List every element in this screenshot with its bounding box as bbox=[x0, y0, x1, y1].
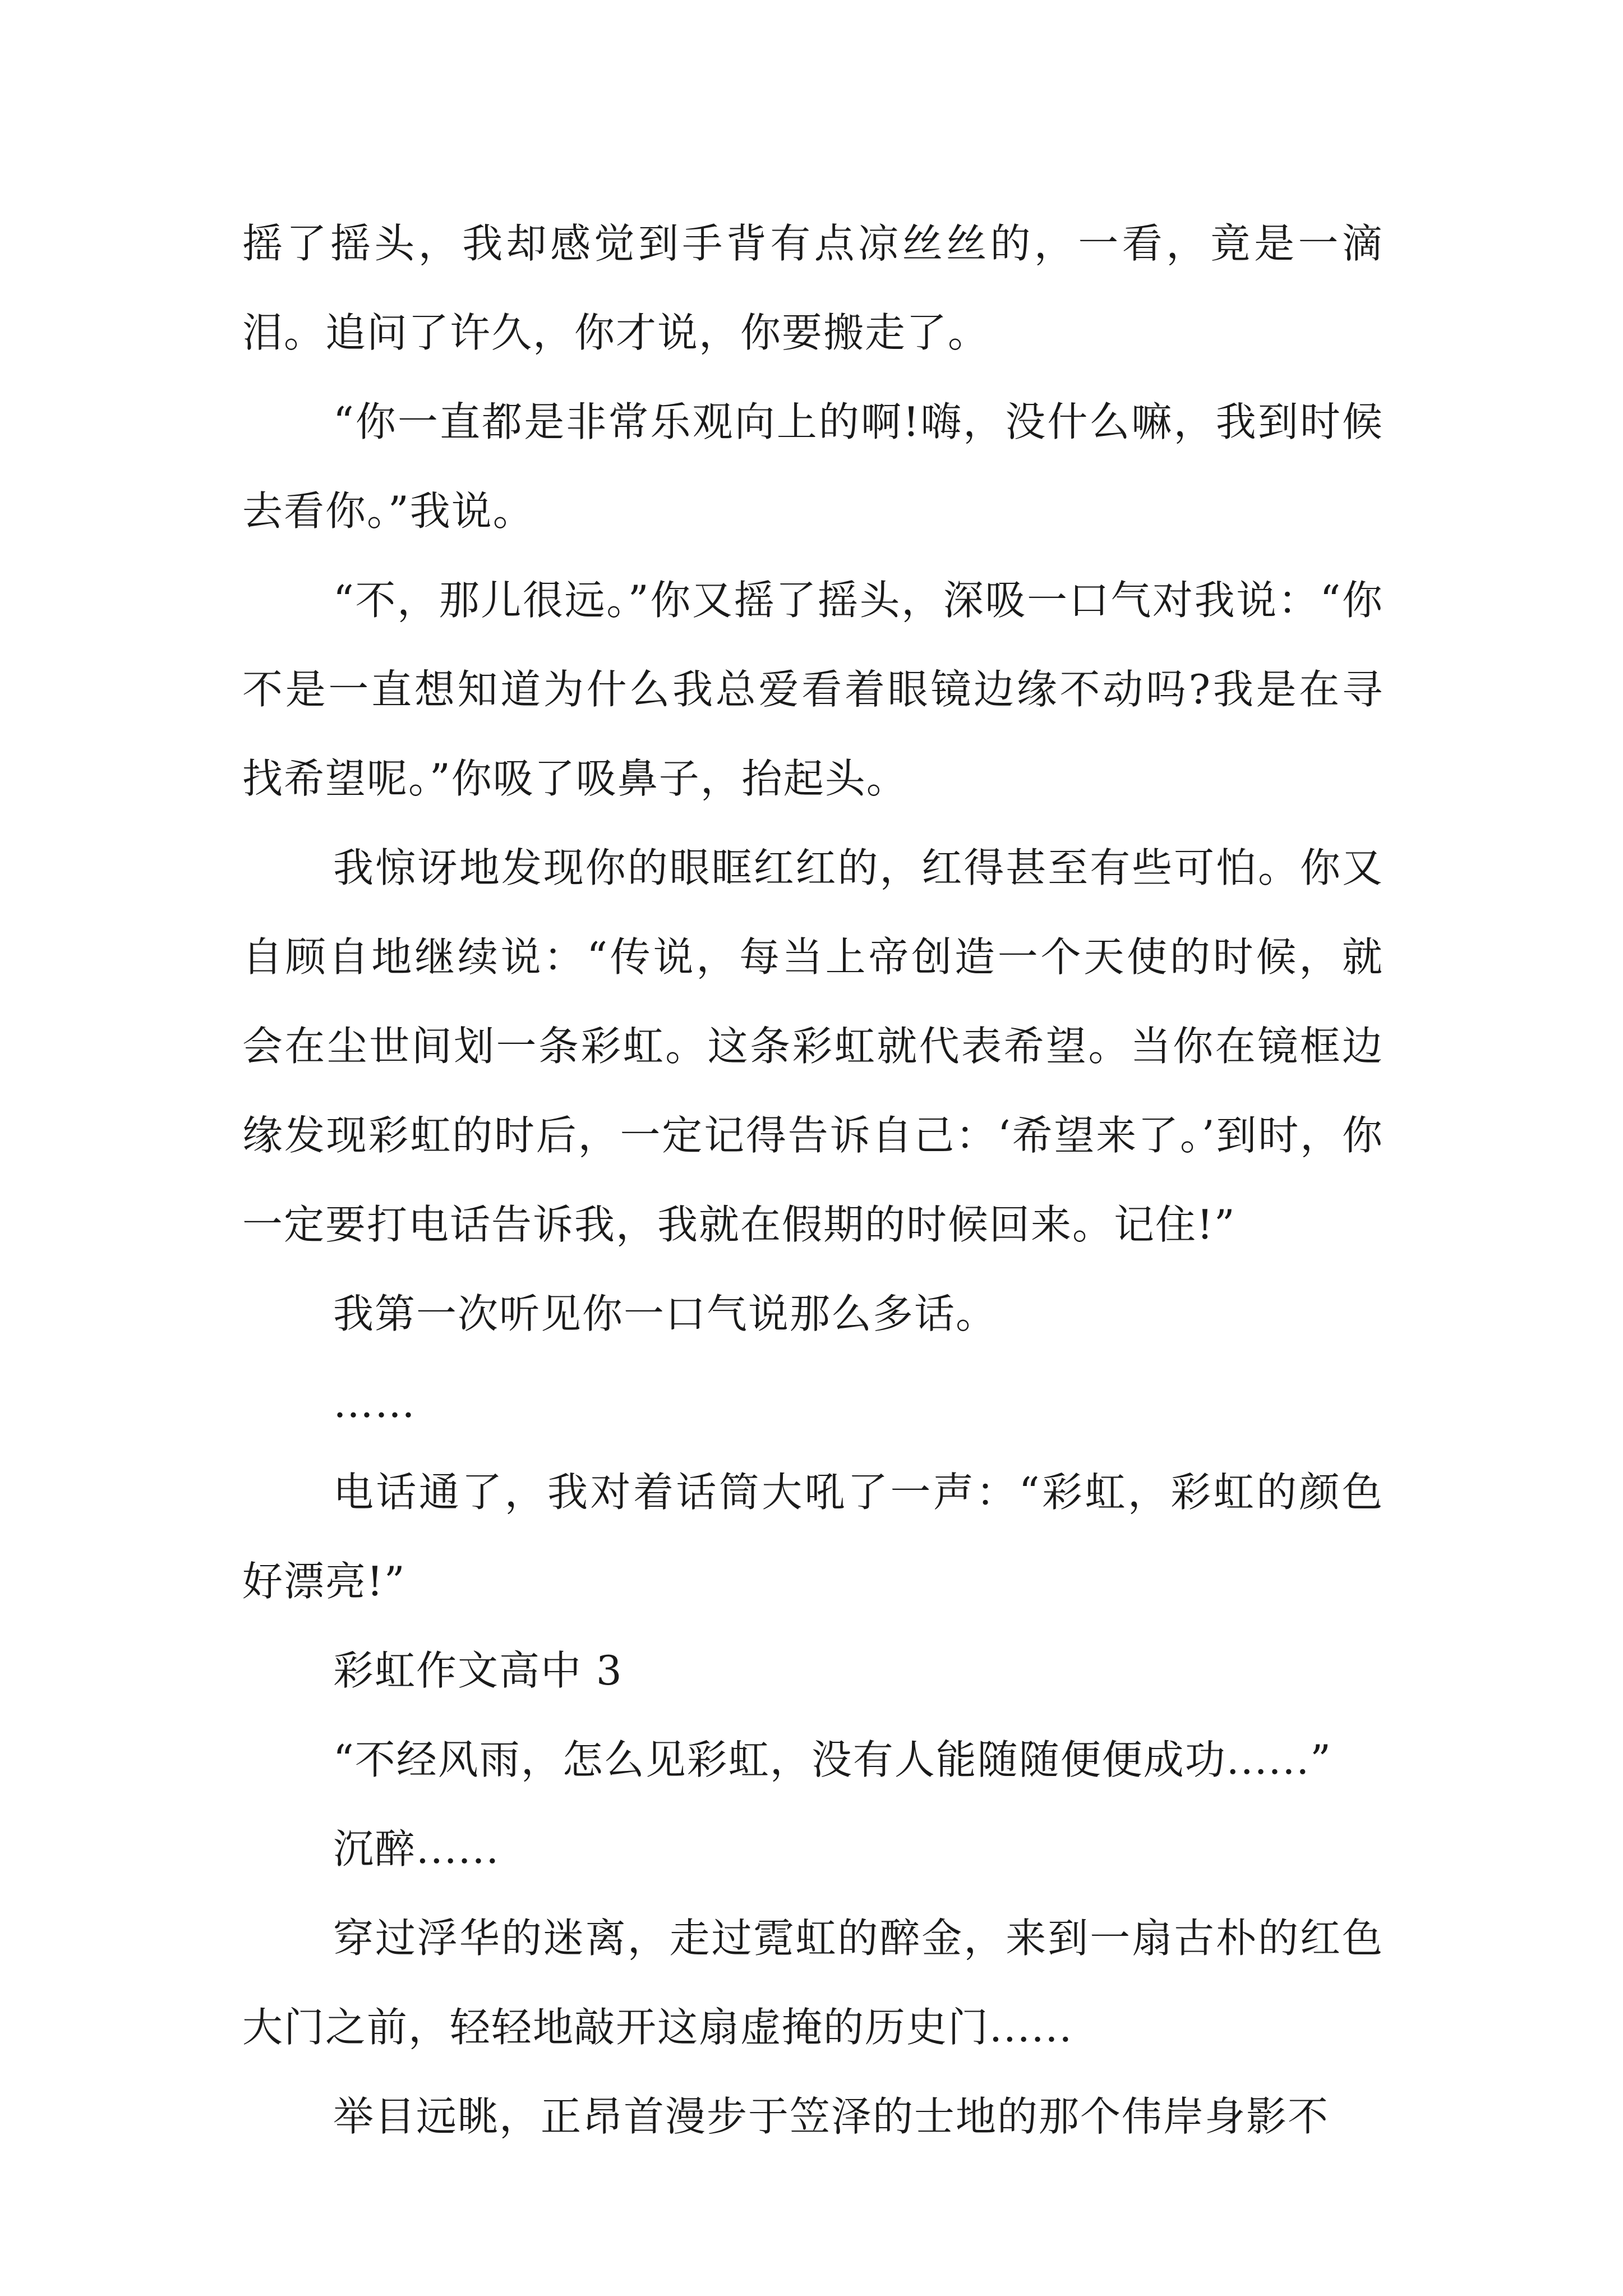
paragraph: 举目远眺，正昂首漫步于笠泽的士地的那个伟岸身影不 bbox=[333, 2093, 1330, 2140]
paragraph: 我第一次听见你一口气说那么多话。 bbox=[333, 1290, 998, 1337]
paragraph: “你一直都是非常乐观向上的啊!嗨，没什么嘛，我到时候去看你。”我说。 bbox=[242, 398, 1384, 535]
paragraph: “不，那儿很远。”你又摇了摇头，深吸一口气对我说：“你不是一直想知道为什么我总爱看着眼镜边缘不动吗?我是在寻找希望呢。”你吸了吸鼻子，抬起头。 bbox=[242, 577, 1384, 802]
paragraph: “不经风雨，怎么见彩虹，没有人能随随便便成功......” bbox=[333, 1736, 1332, 1783]
paragraph: 摇了摇头，我却感觉到手背有点凉丝丝的，一看，竟是一滴泪。追问了许久，你才说，你要搬走了。 bbox=[242, 220, 1384, 356]
body-text bbox=[242, 199, 1384, 2161]
paragraph: 穿过浮华的迷离，走过霓虹的醉金，来到一扇古朴的红色大门之前，轻轻地敲开这扇虚掩的历史门...... bbox=[242, 1915, 1384, 2051]
paragraph: 沉醉...... bbox=[333, 1825, 500, 1872]
section-heading: 彩虹作文高中 3 bbox=[333, 1647, 623, 1694]
ellipsis-line: …… bbox=[333, 1379, 416, 1427]
paragraph: 我惊讶地发现你的眼眶红红的，红得甚至有些可怕。你又自顾自地继续说：“传说，每当上帝创造一个天使的时候，就会在尘世间划一条彩虹。这条彩虹就代表希望。当你在镜框边缘发现彩虹的时后，一定记得告诉自己：‘希望来了。’到时，你一定要打电话告诉我，我就在假期的时候回来。记住!” bbox=[242, 844, 1384, 1248]
paragraph: 电话通了，我对着话筒大吼了一声：“彩虹，彩虹的颜色好漂亮!” bbox=[242, 1469, 1384, 1605]
